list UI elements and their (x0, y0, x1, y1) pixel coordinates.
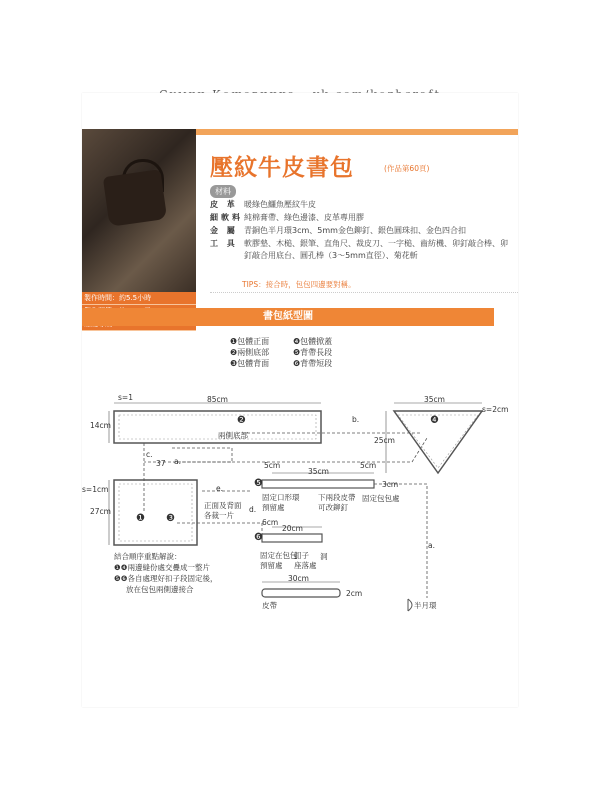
fix-bag-note: 固定包包處 (362, 494, 400, 503)
piece-1-number: ❶ (136, 513, 145, 524)
notes-line: ❺❻各自處理好扣子段固定後， (114, 574, 218, 583)
title-reference: (作品第60頁) (384, 164, 430, 173)
fix-bag2-note: 固定在包包 預留處 (260, 551, 298, 570)
piece-1-3-outline (114, 480, 197, 545)
label-2cm: 2cm (346, 589, 363, 598)
pattern-diagram (82, 93, 518, 707)
label-35cm: 35cm (308, 467, 329, 476)
legend-item: ❻背帶短段 (293, 359, 333, 368)
piece-5-outline (262, 480, 374, 488)
label-5cm-b: 5cm (360, 461, 377, 470)
material-key: 細軟料 (210, 213, 243, 222)
buckle-note: 釦子 座落處 (294, 551, 317, 570)
label-d: d. (249, 505, 257, 514)
piece-3-number: ❸ (166, 513, 175, 524)
material-value: 暖綠色鱷魚壓紋牛皮 (244, 200, 316, 209)
front-back-note: 正面及背面 各裁一片 (204, 501, 242, 520)
fix-hole-note: 固定口形環 預留處 (262, 493, 300, 512)
notes-line: ❶❹兩邊縫份處交疊成一整片 (114, 563, 210, 572)
piece-4-number: ❹ (430, 415, 439, 426)
label-27cm: 27cm (90, 507, 111, 516)
legend-item: ❷兩側底部 (230, 348, 270, 357)
buckle-strap-outline (262, 589, 340, 597)
page-title: 壓紋牛皮書包 (210, 154, 354, 181)
piece-1-3-seam (119, 484, 192, 541)
notes-title: 結合順序重點解說： (114, 552, 182, 561)
legend-item: ❹包體掀蓋 (293, 337, 333, 346)
legend-item: ❸包體背面 (230, 359, 270, 368)
label-s2cm: s=2cm (482, 405, 509, 414)
label-37: 37 (156, 459, 166, 468)
label-20cm: 20cm (282, 524, 303, 533)
label-s1cm: s=1cm (82, 485, 109, 494)
material-key: 金 屬 (210, 226, 238, 235)
tips: TIPS：接合時，包包四邊要對稱。 (242, 280, 356, 289)
info-time: 製作時間：約5.5小時 (82, 292, 196, 305)
piece-5-number: ❺ (254, 478, 263, 489)
label-30cm: 30cm (288, 574, 309, 583)
material-value: 軟膠墊、木槌、銀筆、直角尺、裁皮刀、一字槌、齒紡機、卯釘敲合棒、卯釘敲合用底台、圓孔棒（3～5mm直徑）、菊花斬 (244, 239, 508, 260)
legend-item: ❺背帶長段 (293, 348, 333, 357)
material-key: 皮 革 (210, 200, 238, 209)
label-5cm-a: 5cm (264, 461, 281, 470)
label-a: a. (174, 457, 181, 466)
label-c: c. (146, 450, 153, 459)
label-s1: s=1 (118, 393, 133, 402)
notes-line: 放在包包兩側邊接合 (126, 585, 194, 594)
label-a2: a. (428, 541, 435, 550)
material-key: 工 具 (210, 239, 238, 248)
label-6cm: 6cm (262, 518, 279, 527)
legend-item: ❶包體正面 (230, 337, 270, 346)
piece-2-number: ❷ (237, 415, 246, 426)
material-value: 純棉膏帶、綠色邊漆、皮革專用膠 (244, 213, 364, 222)
label-25cm: 25cm (374, 436, 395, 445)
half-ring-shape (408, 599, 412, 611)
piece-6-outline (262, 534, 322, 542)
hole-note: 洞 (320, 552, 328, 561)
label-b: b. (352, 415, 360, 424)
assembly-notes (114, 551, 217, 595)
material-value: 青銅色半月環3cm、5mm金色鉚釘、銀色圓珠扣、金色四合扣 (244, 226, 466, 235)
materials-tag: 材料 (210, 185, 236, 198)
label-14cm: 14cm (90, 421, 111, 430)
strap-label: 皮帶 (262, 601, 277, 610)
section-title: 書包紙型圖 (82, 308, 494, 326)
piece-6-number: ❻ (254, 532, 263, 543)
half-ring-label: 半月環 (414, 601, 437, 610)
connector-d (177, 523, 262, 541)
label-3cm: 3cm (382, 480, 399, 489)
lower-fix-note: 下兩段皮帶 可改鉚釘 (318, 493, 356, 512)
label-e: e. (216, 484, 223, 493)
label-35cm-flap: 35cm (424, 395, 445, 404)
label-85cm: 85cm (207, 395, 228, 404)
document-page (82, 93, 518, 707)
piece-2-label: 兩側底部 (218, 431, 248, 440)
